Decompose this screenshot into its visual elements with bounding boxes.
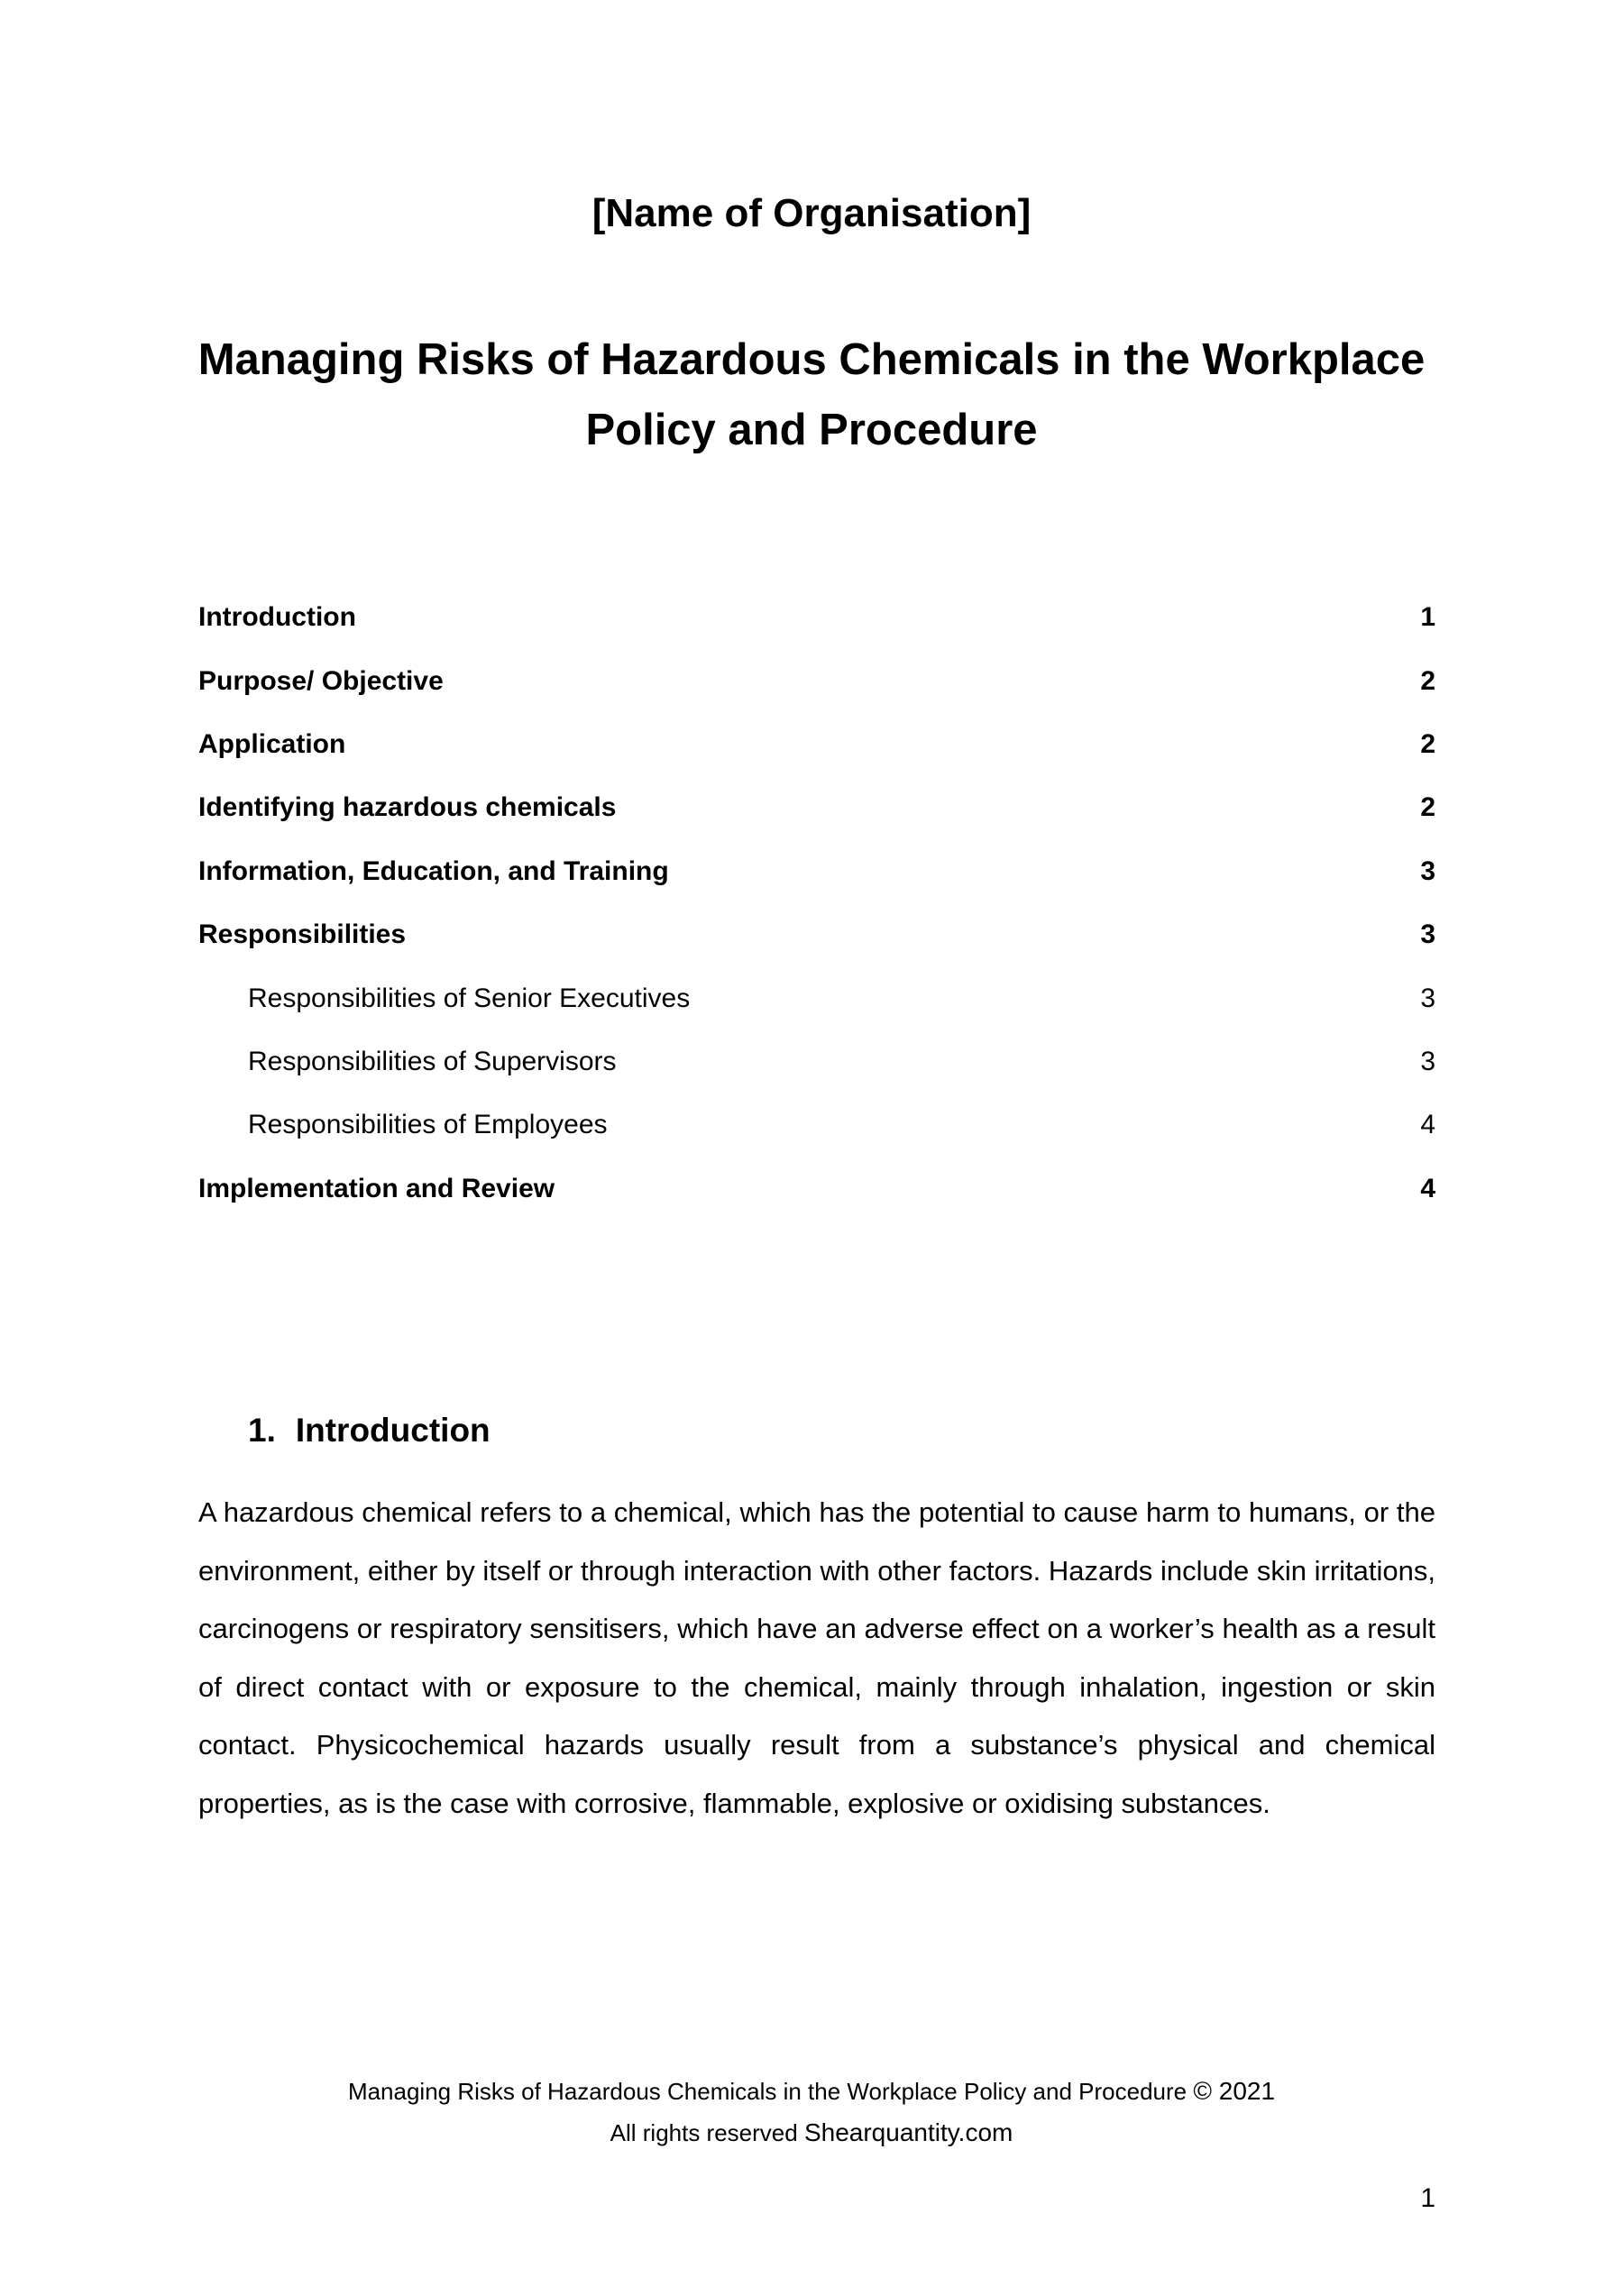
toc-entry-responsibilities-supervisors[interactable] [198,1030,1435,1093]
footer-copyright: © 2021 [1193,2077,1276,2105]
section-title: Introduction [295,1412,491,1449]
toc-entry-page: 1 [1420,602,1435,633]
page-number: 1 [1420,2183,1435,2213]
toc-entry-responsibilities-senior-executives[interactable] [198,966,1435,1029]
toc-entry-purpose-objective[interactable] [198,649,1435,712]
toc-entry-introduction[interactable] [198,586,1435,649]
toc-entry-page: 2 [1420,728,1435,759]
toc-entry-responsibilities[interactable] [198,903,1435,966]
toc-entry-label: Information, Education, and Training [198,855,669,886]
introduction-paragraph: A hazardous chemical refers to a chemical, which has the potential to cause harm to humans, or the environment, either by itself or through interaction with other factors. Hazards include skin irritations, carcinogens or respiratory sensitisers, which have an adverse effect on a worker’s health as a result of direct contact with or exposure to the chemical, mainly through inhalation, ingestion or skin contact. Physicochemical hazards usually result from a substance’s physical and chemical properties, as is the case with corrosive, flammable, explosive or oxidising substances. [198,1496,1435,1819]
toc-entry-label: Application [198,728,346,759]
toc-entry-label: Identifying hazardous chemicals [198,792,617,823]
table-of-contents [198,586,1435,1221]
footer-site: Shearquantity.com [803,2118,1013,2146]
toc-entry-label: Responsibilities of Senior Executives [248,983,691,1013]
toc-entry-identifying-hazardous-chemicals[interactable] [198,776,1435,839]
toc-entry-page: 3 [1420,1046,1435,1076]
toc-entry-label: Implementation and Review [198,1173,555,1203]
footer-rights: All rights reserved [610,2119,798,2146]
toc-entry-label: Responsibilities of Employees [248,1110,608,1140]
toc-entry-page: 4 [1420,1110,1435,1140]
toc-entry-page: 3 [1420,855,1435,886]
section-heading-introduction [248,1412,491,1450]
section-number: 1. [248,1412,276,1449]
footer-document-name: Managing Risks of Hazardous Chemicals in the Workplace Policy and Procedure [347,2078,1187,2105]
organisation-name: [Name of Organisation] [591,191,1032,235]
toc-entry-responsibilities-employees[interactable] [198,1093,1435,1157]
toc-entry-page: 3 [1420,983,1435,1013]
toc-entry-label: Responsibilities [198,919,407,950]
toc-entry-application[interactable] [198,713,1435,776]
toc-entry-implementation-review[interactable] [198,1157,1435,1221]
document-title [135,325,1488,465]
footer-line-2 [0,2112,1623,2154]
toc-entry-page: 2 [1420,792,1435,823]
toc-entry-page: 3 [1420,919,1435,950]
toc-entry-page: 4 [1420,1173,1435,1203]
page-footer [0,2071,1623,2154]
toc-entry-label: Responsibilities of Supervisors [248,1046,617,1076]
footer-line-1 [0,2071,1623,2112]
toc-entry-label: Introduction [198,602,356,633]
document-title-line-1: Managing Risks of Hazardous Chemicals in the Workplace [197,335,1426,384]
document-title-line-2: Policy and Procedure [585,406,1038,454]
toc-entry-label: Purpose/ Objective [198,665,444,696]
toc-entry-page: 2 [1420,665,1435,696]
toc-entry-information-education-training[interactable] [198,840,1435,903]
